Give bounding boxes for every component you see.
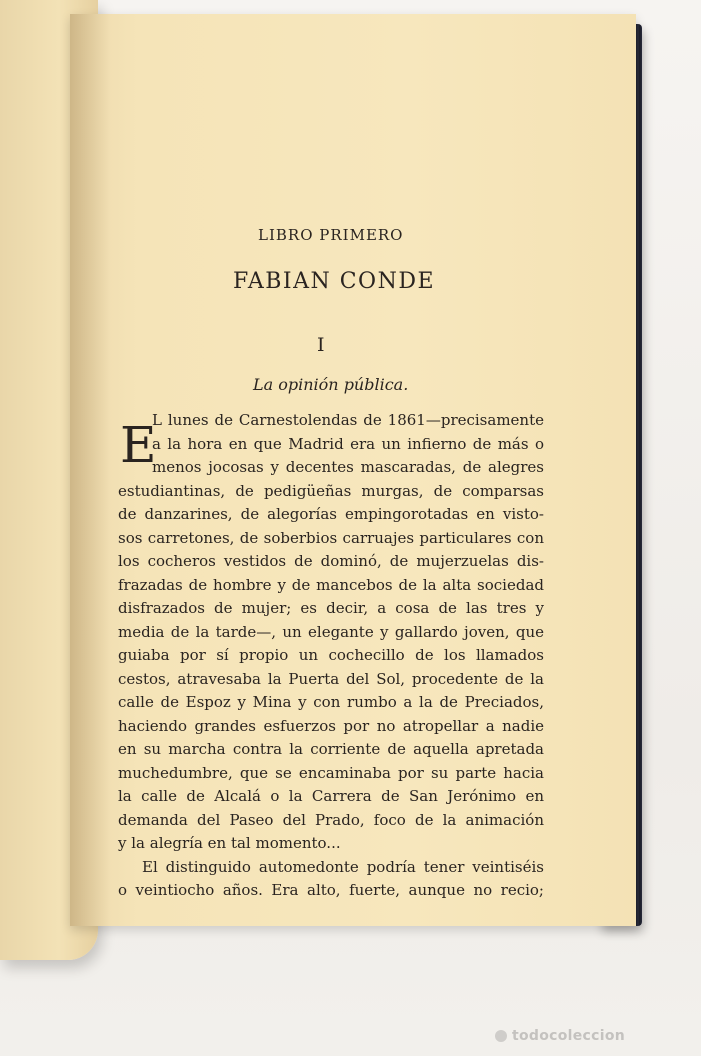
- chapter-number: I: [317, 334, 325, 356]
- text-line: guiaba por sí propio un cochecillo de los llamados: [118, 646, 544, 664]
- watermark-icon: [495, 1030, 507, 1042]
- text-line: disfrazados de mujer; es decir, a cosa de las tres y: [118, 599, 544, 617]
- text-line: cestos, atravesaba la Puerta del Sol, procedente de la: [118, 669, 544, 688]
- book-title: FABIAN CONDE: [233, 269, 436, 294]
- gutter-shadow: [70, 14, 110, 926]
- text-line: la calle de Alcalá o la Carrera de San Jerónimo en: [118, 787, 544, 805]
- text-line: a la hora en que Madrid era un infierno de más o: [152, 434, 544, 453]
- text-line: media de la tarde—, un elegante y gallardo joven, que: [118, 622, 544, 641]
- text-line: sos carretones, de soberbios carruajes particulares con: [118, 528, 544, 547]
- text-line: de danzarines, de alegorías empingorotadas en visto-: [118, 505, 544, 523]
- text-line: estudiantinas, de pedigüeñas murgas, de comparsas: [118, 481, 544, 500]
- text-line: o veintiocho años. Era alto, fuerte, aunque no recio;: [118, 881, 544, 899]
- text-line: menos jocosas y decentes mascaradas, de alegres: [152, 458, 544, 476]
- text-line: L lunes de Carnestolendas de 1861—precisamente: [152, 411, 544, 429]
- text-line: calle de Espoz y Mina y con rumbo a la de Preciados,: [118, 693, 544, 711]
- watermark: todocoleccion: [512, 1028, 626, 1044]
- text-line: demanda del Paseo del Prado, foco de la animación: [118, 810, 544, 829]
- drop-cap: E: [120, 416, 157, 474]
- text-line: haciendo grandes esfuerzos por no atropellar a nadie: [118, 716, 544, 735]
- text-line: frazadas de hombre y de mancebos de la alta sociedad: [118, 575, 544, 594]
- text-line: en su marcha contra la corriente de aquella apretada: [118, 740, 544, 758]
- text-line: los cocheros vestidos de dominó, de mujerzuelas dis-: [118, 552, 544, 570]
- section-heading: LIBRO PRIMERO: [258, 226, 404, 244]
- text-line: El distinguido automedonte podría tener veintiséis: [142, 857, 544, 876]
- text-line: muchedumbre, que se encaminaba por su parte hacia: [118, 763, 544, 782]
- chapter-subtitle: La opinión pública.: [253, 375, 409, 394]
- body-text: [118, 409, 544, 903]
- text-line: y la alegría en tal momento...: [118, 834, 341, 852]
